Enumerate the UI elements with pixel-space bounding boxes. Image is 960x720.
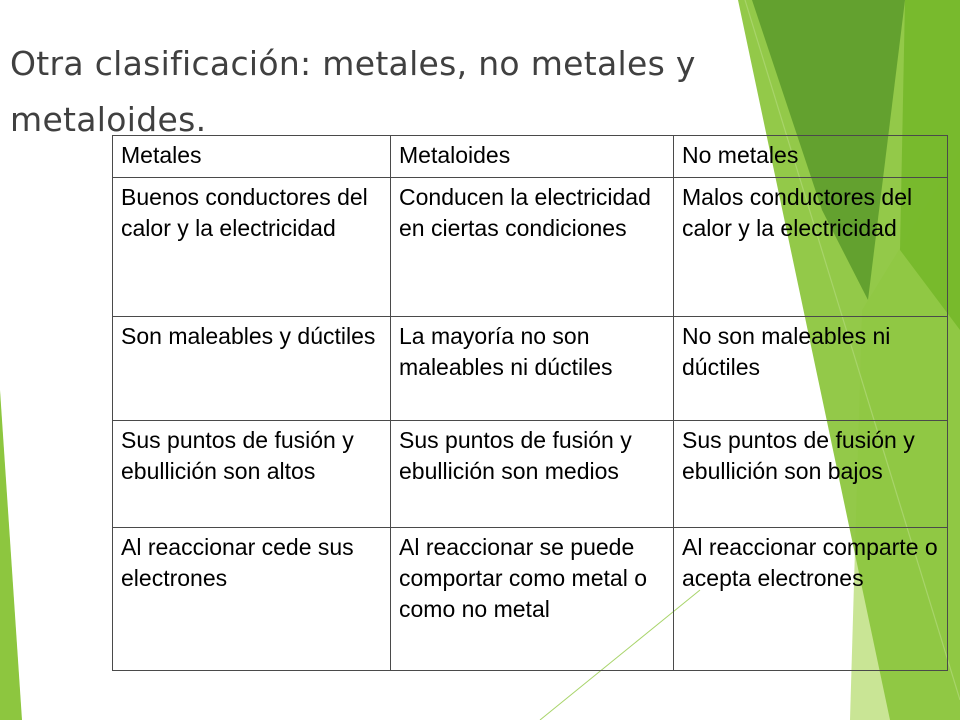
header-cell-no-metales: No metales bbox=[674, 136, 948, 178]
table-cell: La mayoría no son maleables ni dúctiles bbox=[391, 317, 674, 421]
header-cell-metales: Metales bbox=[113, 136, 391, 178]
classification-table bbox=[112, 135, 948, 671]
table-cell: Sus puntos de fusión y ebullición son altos bbox=[113, 421, 391, 528]
table-header-row bbox=[113, 136, 948, 178]
table-cell: Al reaccionar comparte o acepta electrones bbox=[674, 528, 948, 671]
table-row bbox=[113, 528, 948, 671]
table-row bbox=[113, 178, 948, 317]
left-green-sliver bbox=[0, 390, 22, 720]
header-cell-metaloides: Metaloides bbox=[391, 136, 674, 178]
table-cell: Sus puntos de fusión y ebullición son bajos bbox=[674, 421, 948, 528]
table-cell: Malos conductores del calor y la electricidad bbox=[674, 178, 948, 317]
slide-title: Otra clasificación: metales, no metales y metaloides. bbox=[10, 44, 696, 139]
table-row bbox=[113, 421, 948, 528]
table-cell: Son maleables y dúctiles bbox=[113, 317, 391, 421]
table-cell: Al reaccionar se puede comportar como metal o como no metal bbox=[391, 528, 674, 671]
table-cell: Conducen la electricidad en ciertas condiciones bbox=[391, 178, 674, 317]
table-cell: Al reaccionar cede sus electrones bbox=[113, 528, 391, 671]
table-cell: Buenos conductores del calor y la electricidad bbox=[113, 178, 391, 317]
table-row bbox=[113, 317, 948, 421]
table-cell: No son maleables ni dúctiles bbox=[674, 317, 948, 421]
table-cell: Sus puntos de fusión y ebullición son medios bbox=[391, 421, 674, 528]
